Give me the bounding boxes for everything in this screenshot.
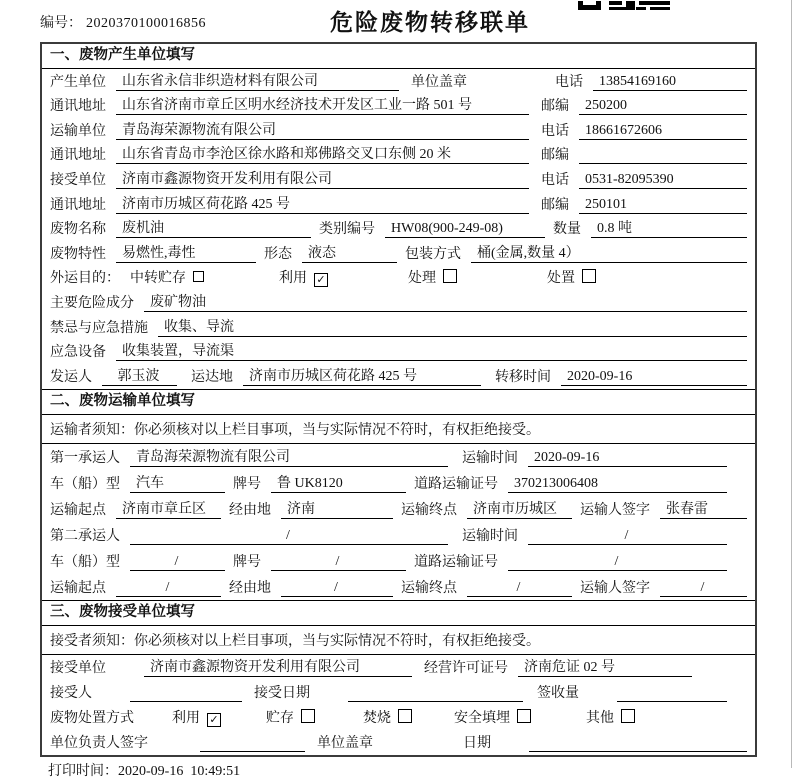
producer-unit-label: 产生单位	[50, 74, 106, 90]
row-main-hazard	[42, 290, 755, 315]
row-receiver-unit	[42, 167, 755, 192]
row-transport-address	[42, 143, 755, 168]
page-edge-line	[791, 0, 792, 768]
packing-label: 包装方式	[405, 246, 461, 262]
producer-zip-value: 250200	[579, 98, 747, 115]
origin2-value: /	[116, 580, 221, 597]
qr-code-icon	[578, 0, 670, 16]
transport-unit-value: 青岛海荣源物流有限公司	[116, 119, 529, 140]
emergency-equipment-label: 应急设备	[50, 345, 106, 361]
print-time-label: 打印时间：	[48, 763, 118, 779]
disposal-store-label: 贮存	[266, 710, 294, 726]
transport-address-value: 山东省青岛市李沧区徐水路和郑佛路交叉口东侧 20 米	[116, 143, 529, 164]
transporter-sign2-value: /	[660, 580, 747, 597]
transporter-sign1-label: 运输人签字	[580, 502, 650, 518]
purpose-treat-label: 处理	[408, 271, 436, 287]
section-transport	[42, 389, 755, 600]
section-producer	[42, 44, 755, 389]
row-carrier-2	[42, 522, 755, 548]
section-receiver	[42, 600, 755, 755]
vehicle-type1-value: 汽车	[130, 472, 225, 493]
purpose-option-dispose	[547, 267, 596, 287]
waste-traits-value: 易燃性,毒性	[116, 242, 256, 263]
producer-phone-value: 13854169160	[593, 74, 747, 91]
receive-unit-value: 济南市鑫源物资开发利用有限公司	[144, 656, 412, 677]
receiver-stamp-label: 单位盖章	[317, 735, 373, 751]
transport-zip-value	[579, 163, 747, 164]
row-producer-address	[42, 94, 755, 119]
receiver-address-label: 通讯地址	[50, 197, 106, 213]
waste-name-value: 废机油	[116, 217, 311, 238]
disposal-option-store	[266, 707, 315, 727]
category-code-label: 类别编号	[319, 222, 375, 238]
print-time	[48, 760, 796, 780]
consignor-value: 郭玉波	[102, 365, 177, 386]
road-permit2-label: 道路运输证号	[414, 554, 498, 570]
waste-name-label: 废物名称	[50, 222, 106, 238]
purpose-option-treat	[408, 267, 457, 287]
receiver-zip-label: 邮编	[541, 197, 569, 213]
plate2-value: /	[271, 554, 406, 571]
receiver-zip-value: 250101	[579, 197, 747, 214]
disposal-incinerate-checkbox	[398, 709, 412, 723]
unit-stamp-label: 单位盖章	[411, 74, 467, 90]
endpoint2-label: 运输终点	[401, 580, 457, 596]
disposal-option-other	[586, 707, 635, 727]
disposal-option-use	[172, 707, 221, 727]
receive-unit-label: 接受单位	[50, 660, 106, 676]
origin1-value: 济南市章丘区	[116, 498, 221, 519]
transfer-purpose-label: 外运目的：	[50, 271, 120, 287]
emergency-equipment-value: 收集装置，导流渠	[116, 340, 747, 361]
transport-zip-label: 邮编	[541, 148, 569, 164]
receive-date-label: 接受日期	[254, 685, 310, 701]
carrier1-label: 第一承运人	[50, 450, 120, 466]
disposal-store-checkbox	[301, 709, 315, 723]
row-receive-unit	[42, 655, 755, 680]
form-state-label: 形态	[264, 246, 292, 262]
responsible-sign-label: 单位负责人签字	[50, 735, 148, 751]
receiver-address-value: 济南市历城区荷花路 425 号	[116, 193, 529, 214]
purpose-treat-checkbox	[443, 269, 457, 283]
receiver-phone-label: 电话	[541, 172, 569, 188]
purpose-use-checkbox: ✓	[314, 273, 328, 287]
disposal-landfill-label: 安全填埋	[454, 710, 510, 726]
transport-time1-label: 运输时间	[462, 450, 518, 466]
transport-time2-label: 运输时间	[462, 528, 518, 544]
main-hazard-value: 废矿物油	[144, 291, 747, 312]
vehicle-type1-label: 车（船）型	[50, 476, 120, 492]
receiver-unit-label: 接受单位	[50, 172, 106, 188]
via2-label: 经由地	[229, 580, 271, 596]
transporter-sign1-value: 张春雷	[660, 498, 747, 519]
transport-unit-label: 运输单位	[50, 123, 106, 139]
packing-value: 桶(金属,数量 4）	[471, 242, 747, 263]
via1-value: 济南	[281, 498, 393, 519]
row-carrier-1	[42, 444, 755, 470]
transfer-date-label: 转移时间	[495, 369, 551, 385]
row-transport-unit	[42, 118, 755, 143]
vehicle-type2-value: /	[130, 554, 225, 571]
row-waste-name	[42, 217, 755, 242]
disposal-use-checkbox: ✓	[207, 713, 221, 727]
producer-zip-label: 邮编	[541, 99, 569, 115]
row-responsible-sign	[42, 730, 755, 755]
section-receiver-title: 三、废物接受单位填写	[42, 601, 755, 626]
row-waste-traits	[42, 241, 755, 266]
plate2-label: 牌号	[233, 554, 261, 570]
receiver-unit-value: 济南市鑫源物资开发利用有限公司	[116, 168, 529, 189]
disposal-option-landfill	[454, 707, 531, 727]
transport-phone-value: 18661672606	[579, 123, 747, 140]
receiver-notice: 接受者须知：你必须核对以上栏目事项，当与实际情况不符时，有权拒绝接受。	[42, 626, 755, 655]
origin2-label: 运输起点	[50, 580, 106, 596]
row-consignor	[42, 364, 755, 389]
quantity-value: 0.8 吨	[591, 217, 747, 238]
row-producer-unit	[42, 69, 755, 94]
sign-date-label: 日期	[463, 735, 491, 751]
via2-value: /	[281, 580, 393, 597]
disposal-option-incinerate	[363, 707, 412, 727]
plate1-label: 牌号	[233, 476, 261, 492]
row-emergency-equipment	[42, 340, 755, 365]
license-value: 济南危证 02 号	[518, 656, 692, 677]
form-box	[40, 42, 757, 757]
row-receive-person	[42, 680, 755, 705]
road-permit2-value: /	[508, 554, 727, 571]
row-transfer-purpose	[42, 266, 755, 291]
row-disposal-method	[42, 705, 755, 730]
sign-quantity-value	[617, 701, 727, 702]
serial-label: 编号：	[40, 16, 82, 31]
section-transport-title: 二、废物运输单位填写	[42, 390, 755, 415]
section-producer-title: 一、废物产生单位填写	[42, 44, 755, 69]
producer-address-value: 山东省济南市章丘区明水经济技术开发区工业一路 501 号	[116, 94, 529, 115]
quantity-label: 数量	[553, 222, 581, 238]
road-permit1-label: 道路运输证号	[414, 476, 498, 492]
carrier2-value: /	[130, 528, 448, 545]
waste-traits-label: 废物特性	[50, 246, 106, 262]
responsible-sign-value	[200, 751, 305, 752]
purpose-option-storage	[130, 267, 204, 287]
receive-person-label: 接受人	[50, 685, 92, 701]
purpose-dispose-label: 处置	[547, 271, 575, 287]
row-route-2	[42, 574, 755, 600]
carrier2-label: 第二承运人	[50, 528, 120, 544]
row-emergency-measures	[42, 315, 755, 340]
producer-unit-value: 山东省永信非织造材料有限公司	[116, 70, 399, 91]
disposal-other-label: 其他	[586, 710, 614, 726]
main-hazard-label: 主要危险成分	[50, 295, 134, 311]
disposal-other-checkbox	[621, 709, 635, 723]
row-vehicle-2	[42, 548, 755, 574]
form-state-value: 液态	[302, 242, 397, 263]
transfer-date-value: 2020-09-16	[561, 369, 747, 386]
via1-label: 经由地	[229, 502, 271, 518]
plate1-value: 鲁 UK8120	[271, 472, 406, 493]
transport-notice: 运输者须知：你必须核对以上栏目事项，当与实际情况不符时，有权拒绝接受。	[42, 415, 755, 444]
sign-quantity-label: 签收量	[537, 685, 579, 701]
row-receiver-address	[42, 192, 755, 217]
purpose-storage-checkbox	[193, 271, 204, 282]
origin1-label: 运输起点	[50, 502, 106, 518]
serial-number: 2020370100016856	[86, 16, 206, 31]
print-time-value: 2020-09-16 10:49:51	[118, 763, 241, 779]
transport-address-label: 通讯地址	[50, 148, 106, 164]
receive-date-value	[348, 701, 523, 702]
sign-date-value	[529, 751, 747, 752]
destination-label: 运达地	[191, 369, 233, 385]
receiver-phone-value: 0531-82095390	[579, 172, 747, 189]
carrier1-value: 青岛海荣源物流有限公司	[130, 446, 448, 467]
transport-time1-value: 2020-09-16	[528, 450, 727, 467]
endpoint1-label: 运输终点	[401, 502, 457, 518]
road-permit1-value: 370213006408	[508, 476, 727, 493]
document-header	[0, 0, 796, 42]
producer-phone-label: 电话	[555, 74, 583, 90]
transport-phone-label: 电话	[541, 123, 569, 139]
emergency-measures-value: 收集、导流	[158, 316, 747, 337]
purpose-storage-label: 中转贮存	[130, 271, 186, 287]
disposal-incinerate-label: 焚烧	[363, 710, 391, 726]
receive-person-value	[130, 701, 242, 702]
emergency-measures-label: 禁忌与应急措施	[50, 320, 148, 336]
disposal-landfill-checkbox	[517, 709, 531, 723]
serial-number-block	[40, 12, 206, 32]
consignor-label: 发运人	[50, 369, 92, 385]
disposal-method-label: 废物处置方式	[50, 710, 134, 726]
row-route-1	[42, 496, 755, 522]
purpose-use-label: 利用	[279, 271, 307, 287]
page-title: 危险废物转移联单	[330, 9, 530, 35]
license-label: 经营许可证号	[424, 660, 508, 676]
endpoint2-value: /	[467, 580, 572, 597]
purpose-option-use	[279, 267, 328, 287]
purpose-dispose-checkbox	[582, 269, 596, 283]
destination-value: 济南市历城区荷花路 425 号	[243, 365, 481, 386]
vehicle-type2-label: 车（船）型	[50, 554, 120, 570]
endpoint1-value: 济南市历城区	[467, 498, 572, 519]
row-vehicle-1	[42, 470, 755, 496]
producer-address-label: 通讯地址	[50, 99, 106, 115]
disposal-use-label: 利用	[172, 710, 200, 726]
category-code-value: HW08(900-249-08)	[385, 221, 545, 238]
transport-time2-value: /	[528, 528, 727, 545]
transporter-sign2-label: 运输人签字	[580, 580, 650, 596]
